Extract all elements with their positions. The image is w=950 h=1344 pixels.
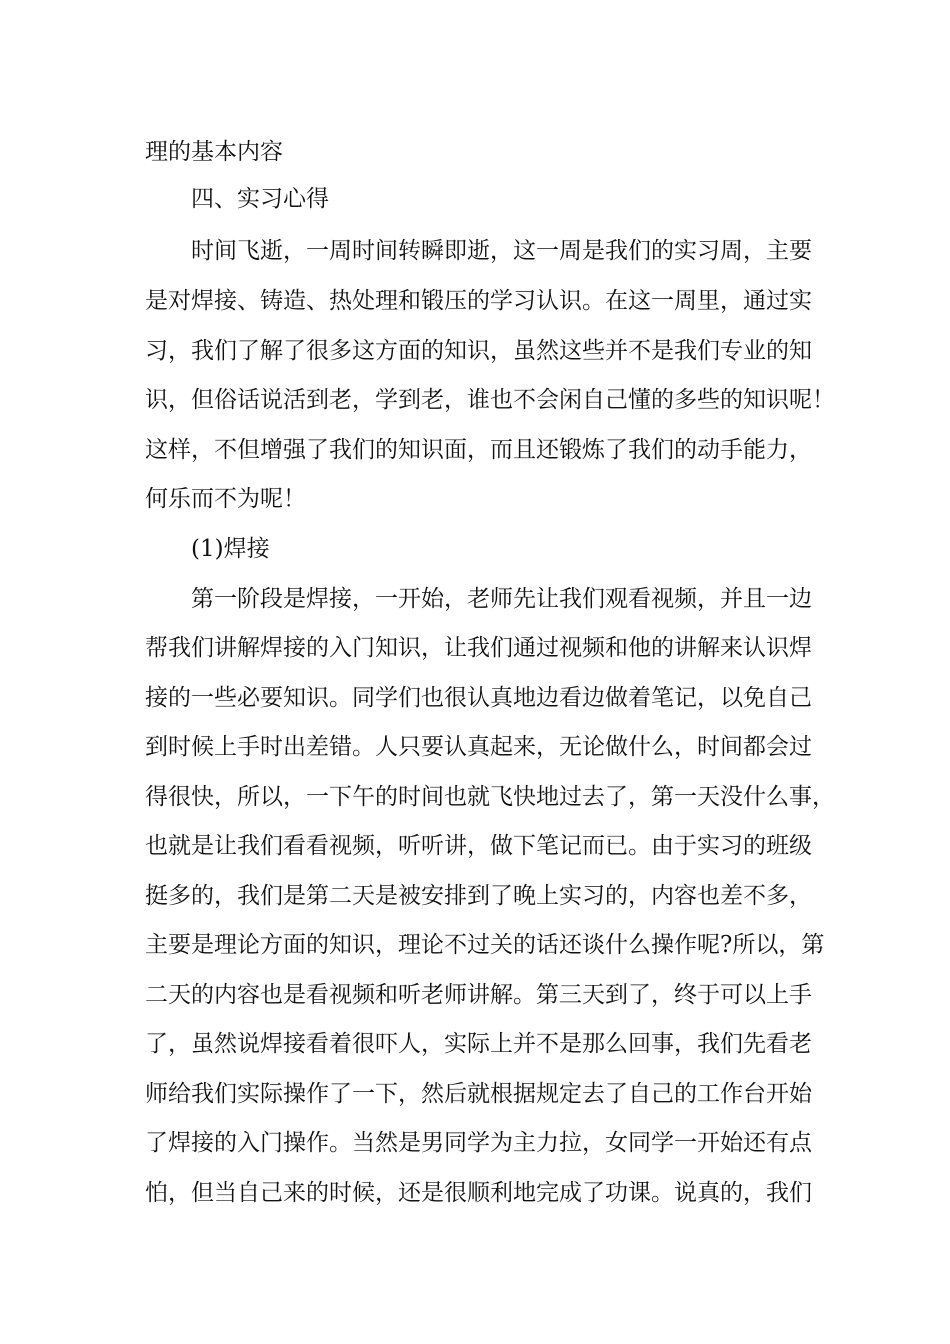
text-line: 也就是让我们看看视频，听听讲，做下笔记而已。由于实习的班级 — [145, 833, 812, 859]
text-line: 接的一些必要知识。同学们也很认真地边看边做着笔记，以免自己 — [145, 685, 812, 711]
text-line: 何乐而不为呢！ — [145, 486, 306, 512]
text-line: 理的基本内容 — [145, 139, 283, 165]
text-line: 这样，不但增强了我们的知识面，而且还锻炼了我们的动手能力， — [145, 437, 812, 463]
text-line: 习，我们了解了很多这方面的知识，虽然这些并不是我们专业的知 — [145, 338, 812, 364]
text-line: 了，虽然说焊接看着很吓人，实际上并不是那么回事，我们先看老 — [145, 1031, 812, 1057]
subsection-heading: (1)焊接 — [191, 536, 270, 562]
text-line: 是对焊接、铸造、热处理和锻压的学习认识。在这一周里，通过实 — [145, 288, 812, 314]
text-line: 主要是理论方面的知识，理论不过关的话还谈什么操作呢?所以，第 — [145, 932, 825, 958]
text-line: 师给我们实际操作了一下，然后就根据规定去了自己的工作台开始 — [145, 1081, 812, 1107]
text-line: 识，但俗话说活到老，学到老，谁也不会闲自己懂的多些的知识呢！ — [145, 387, 835, 413]
section-heading: 四、实习心得 — [191, 186, 329, 212]
text-line: 到时候上手时出差错。人只要认真起来，无论做什么，时间都会过 — [145, 734, 812, 760]
text-line: 帮我们讲解焊接的入门知识，让我们通过视频和他的讲解来认识焊 — [145, 635, 812, 661]
text-line: 挺多的，我们是第二天是被安排到了晚上实习的，内容也差不多， — [145, 883, 812, 909]
text-line: 时间飞逝，一周时间转瞬即逝，这一周是我们的实习周，主要 — [191, 238, 812, 264]
text-line: 二天的内容也是看视频和听老师讲解。第三天到了，终于可以上手 — [145, 982, 812, 1008]
text-line: 得很快，所以，一下午的时间也就飞快地过去了，第一天没什么事， — [145, 784, 835, 810]
text-line: 第一阶段是焊接，一开始，老师先让我们观看视频，并且一边 — [191, 586, 812, 612]
text-line: 了焊接的入门操作。当然是男同学为主力拉，女同学一开始还有点 — [145, 1130, 812, 1156]
text-line: 怕，但当自己来的时候，还是很顺利地完成了功课。说真的，我们 — [145, 1180, 812, 1206]
